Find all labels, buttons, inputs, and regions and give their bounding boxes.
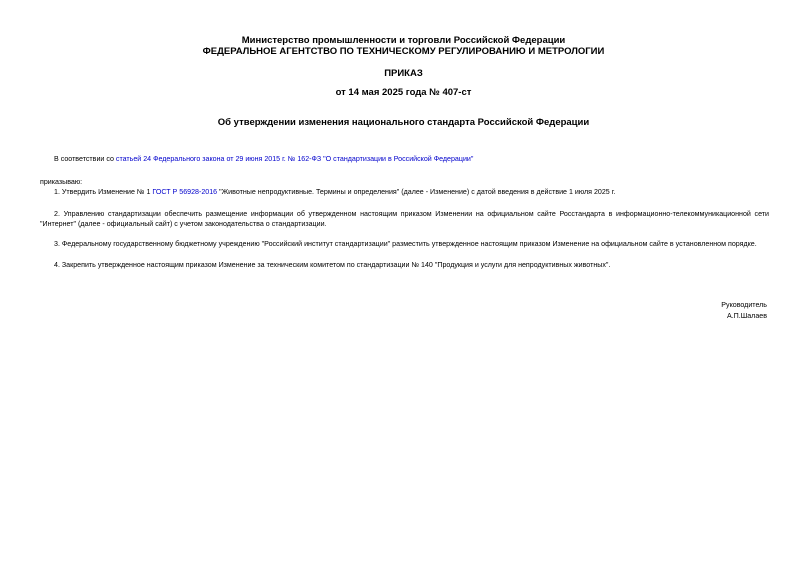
intro-prefix: В соответствии со: [54, 155, 116, 163]
federal-law-link[interactable]: статьей 24 Федерального закона от 29 июня 2015 г. № 162-ФЗ "О стандартизации в Российской Федерации": [115, 155, 474, 163]
item1-prefix: 1. Утвердить Изменение № 1: [54, 188, 153, 196]
order-item-2: 2. Управлению стандартизации обеспечить размещение информации об утвержденном настоящим приказом Изменении на официальном сайте Росстандарта в информационно-телекоммуникационной сети "Интернет" (далее - официальный сайт) с учетом законодательства о стандартизации.: [40, 210, 769, 228]
order-item-1: [54, 187, 770, 197]
ministry-name: Министерство промышленности и торговли Российской Федерации: [241, 35, 566, 46]
document-type: ПРИКАЗ: [384, 68, 423, 79]
order-word: приказываю:: [40, 178, 83, 186]
signatory-position: Руководитель: [721, 301, 767, 309]
intro-paragraph: [54, 154, 774, 164]
agency-name: ФЕДЕРАЛЬНОЕ АГЕНТСТВО ПО ТЕХНИЧЕСКОМУ РЕГУЛИРОВАНИЮ И МЕТРОЛОГИИ: [202, 46, 605, 57]
document-title: Об утверждении изменения национального стандарта Российской Федерации: [217, 117, 590, 128]
item1-suffix: "Животные непродуктивные. Термины и определения" (далее - Изменение) с датой введения в действие 1 июля 2025 г.: [217, 188, 616, 196]
gost-standard-link[interactable]: ГОСТ Р 56928-2016: [152, 188, 218, 196]
signatory-name: А.П.Шалаев: [726, 312, 767, 320]
document-date-number: от 14 мая 2025 года № 407-ст: [335, 87, 472, 98]
order-item-4: 4. Закрепить утвержденное настоящим приказом Изменение за техническим комитетом по стандартизации № 140 "Продукция и услуги для непродуктивных животных".: [54, 261, 611, 269]
order-item-3: 3. Федеральному государственному бюджетному учреждению "Российский институт стандартизации" разместить утвержденное настоящим приказом Изменение на официальном сайте в установленном порядке.: [54, 240, 757, 248]
